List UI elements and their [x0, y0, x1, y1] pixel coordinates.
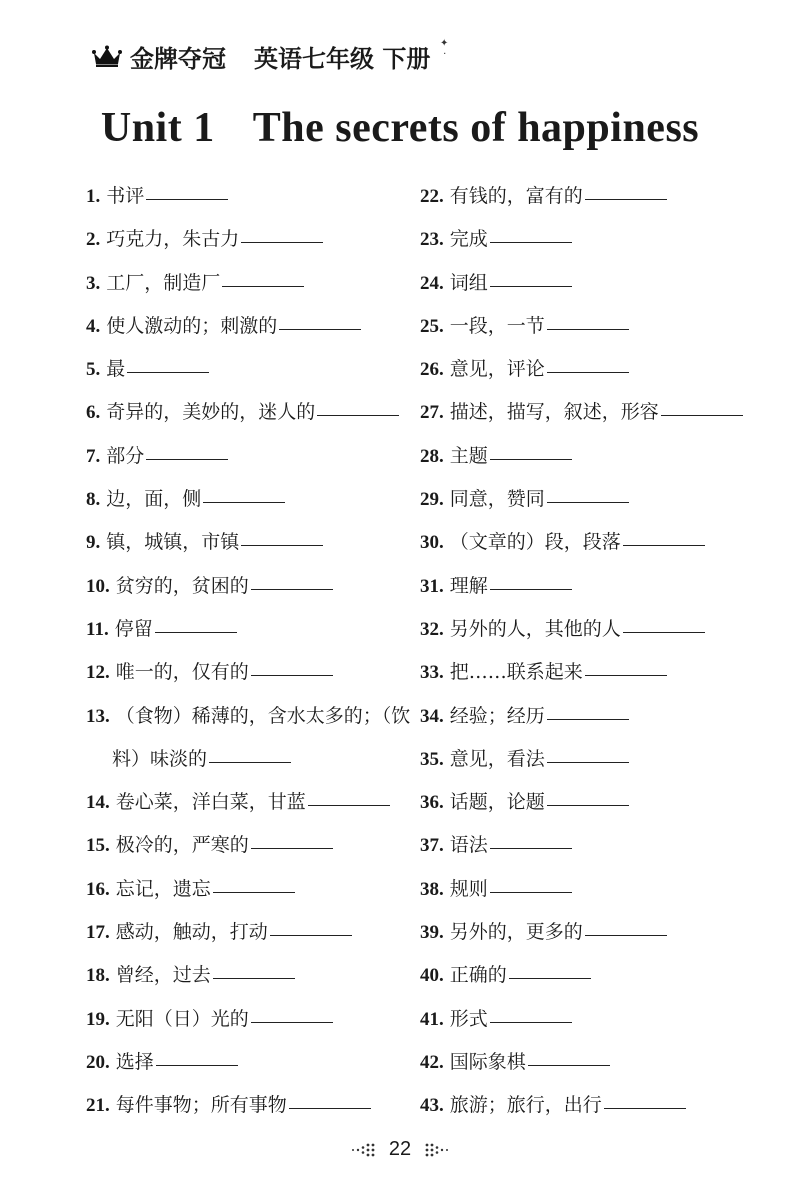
vocab-item	[86, 1084, 416, 1127]
vocab-item	[420, 478, 750, 521]
answer-blank[interactable]	[490, 891, 572, 893]
answer-blank[interactable]	[241, 544, 323, 546]
vocab-item	[420, 651, 750, 694]
item-number: 2.	[86, 229, 101, 251]
item-text: 唯一的，仅有的	[115, 661, 249, 684]
answer-blank[interactable]	[203, 501, 285, 503]
item-text: 完成	[449, 228, 488, 251]
vocab-item	[420, 998, 750, 1041]
dots-decoration-icon	[347, 1142, 377, 1158]
answer-blank[interactable]	[490, 285, 572, 287]
vocab-item	[420, 695, 750, 738]
item-number: 31.	[420, 575, 444, 597]
unit-title	[0, 104, 800, 152]
answer-blank[interactable]	[547, 804, 629, 806]
answer-blank[interactable]	[547, 501, 629, 503]
item-text: 贫穷的，贫困的	[115, 574, 249, 597]
item-number: 34.	[420, 705, 444, 727]
vocab-item	[420, 218, 750, 261]
item-number: 22.	[420, 186, 444, 207]
vocab-item	[420, 262, 750, 305]
answer-blank[interactable]	[270, 934, 352, 936]
item-text: 忘记，遗忘	[115, 877, 211, 900]
item-text: 主题	[449, 444, 488, 467]
crown-icon	[92, 45, 122, 67]
vocab-item	[86, 348, 416, 391]
vocab-item	[86, 1041, 416, 1084]
vocab-item	[420, 348, 750, 391]
answer-blank[interactable]	[623, 631, 705, 633]
item-number: 6.	[86, 402, 101, 424]
answer-blank[interactable]	[146, 458, 228, 460]
item-text: 曾经，过去	[115, 964, 211, 987]
item-text: 另外的人，其他的人	[449, 617, 621, 640]
vocab-item	[420, 738, 750, 781]
item-number: 14.	[86, 792, 110, 814]
answer-blank[interactable]	[585, 934, 667, 936]
answer-blank[interactable]	[509, 977, 591, 979]
item-number: 32.	[420, 618, 444, 640]
item-number: 37.	[420, 835, 444, 857]
item-number: 4.	[86, 315, 101, 337]
vocab-item	[86, 781, 416, 824]
vocab-item	[86, 435, 416, 478]
item-text: 词组	[449, 271, 488, 294]
item-text: 形式	[449, 1007, 488, 1030]
vocab-item	[420, 954, 750, 997]
item-number: 13.	[86, 705, 110, 727]
item-text: 镇，城镇，市镇	[106, 531, 240, 554]
item-text: 国际象棋	[449, 1050, 526, 1073]
vocab-item	[420, 175, 750, 218]
item-text: 巧克力，朱古力	[106, 228, 240, 251]
vocab-item	[86, 305, 416, 348]
vocab-item	[420, 435, 750, 478]
item-text: 卷心菜，洋白菜，甘蓝	[115, 791, 306, 814]
subject-label: 英语七年级 下册	[254, 44, 431, 73]
item-text: 另外的，更多的	[449, 921, 583, 944]
vocab-item	[420, 1084, 750, 1127]
item-number: 30.	[420, 532, 444, 554]
vocab-item	[86, 911, 416, 954]
vocab-item	[86, 391, 416, 434]
item-number: 3.	[86, 272, 101, 294]
answer-blank[interactable]	[213, 891, 295, 893]
vocab-item	[86, 175, 416, 218]
page-header	[92, 36, 430, 76]
vocab-item	[420, 1041, 750, 1084]
answer-blank[interactable]	[490, 1021, 572, 1023]
vocab-item	[420, 565, 750, 608]
item-text: 语法	[449, 834, 488, 857]
vocab-item	[86, 824, 416, 867]
item-number: 25.	[420, 315, 444, 337]
answer-blank[interactable]	[308, 804, 390, 806]
item-number: 17.	[86, 922, 110, 944]
item-text: 每件事物；所有事物	[115, 1094, 287, 1117]
item-text: 使人激动的；刺激的	[106, 314, 278, 337]
answer-blank[interactable]	[209, 761, 291, 763]
brand-name: 金牌夺冠	[130, 44, 226, 73]
item-text: 工厂，制造厂	[106, 271, 221, 294]
left-column	[86, 175, 416, 1128]
vocab-item-continued	[86, 738, 416, 781]
item-text: （食物）稀薄的，含水太多的；（饮	[115, 704, 411, 727]
answer-blank[interactable]	[213, 977, 295, 979]
item-text: 同意，赞同	[449, 488, 545, 511]
item-number: 23.	[420, 229, 444, 251]
answer-blank[interactable]	[585, 198, 667, 200]
item-number: 36.	[420, 792, 444, 814]
vocab-item	[86, 262, 416, 305]
answer-blank[interactable]	[604, 1107, 686, 1109]
answer-blank[interactable]	[547, 328, 629, 330]
unit-name: The secrets of happiness	[252, 105, 700, 151]
answer-blank[interactable]	[490, 847, 572, 849]
answer-blank[interactable]	[251, 1021, 333, 1023]
answer-blank[interactable]	[127, 371, 209, 373]
answer-blank[interactable]	[490, 241, 572, 243]
vocab-item	[420, 868, 750, 911]
item-number: 5.	[86, 359, 101, 381]
answer-blank[interactable]	[490, 458, 572, 460]
answer-blank[interactable]	[585, 674, 667, 676]
vocab-item	[86, 695, 416, 738]
item-text: 意见，评论	[449, 358, 545, 381]
answer-blank[interactable]	[547, 371, 629, 373]
item-number: 1.	[86, 186, 101, 207]
answer-blank[interactable]	[279, 328, 361, 330]
item-number: 40.	[420, 965, 444, 987]
answer-blank[interactable]	[155, 631, 237, 633]
answer-blank[interactable]	[547, 761, 629, 763]
item-number: 18.	[86, 965, 110, 987]
item-number: 11.	[86, 618, 109, 640]
item-text: 部分	[106, 444, 145, 467]
item-text: 感动，触动，打动	[115, 921, 268, 944]
page-number: 22	[388, 1138, 412, 1160]
sparkle-icon: ✦ ·	[440, 38, 449, 60]
item-text: 理解	[449, 574, 488, 597]
item-number: 15.	[86, 835, 110, 857]
vocab-item	[86, 868, 416, 911]
item-number: 38.	[420, 878, 444, 900]
item-number: 19.	[86, 1008, 110, 1030]
item-text-continued: 料）味淡的	[112, 747, 208, 770]
item-text: 停留	[114, 617, 153, 640]
item-text: 选择	[115, 1050, 154, 1073]
item-number: 43.	[420, 1095, 444, 1117]
item-text: 经验；经历	[449, 704, 545, 727]
item-number: 9.	[86, 532, 101, 554]
item-number: 28.	[420, 445, 444, 467]
item-number: 7.	[86, 445, 101, 467]
vocab-item	[420, 305, 750, 348]
item-number: 27.	[420, 402, 444, 424]
item-text: 正确的	[449, 964, 507, 987]
answer-blank[interactable]	[623, 544, 705, 546]
item-number: 41.	[420, 1008, 444, 1030]
item-text: 极冷的，严寒的	[115, 834, 249, 857]
item-text: 无阳（日）光的	[115, 1007, 249, 1030]
item-number: 12.	[86, 662, 110, 684]
item-number: 26.	[420, 359, 444, 381]
answer-blank[interactable]	[251, 674, 333, 676]
item-text: 一段，一节	[449, 314, 545, 337]
item-text: （文章的）段，段落	[449, 531, 621, 554]
item-text: 话题，论题	[449, 791, 545, 814]
right-column	[420, 175, 750, 1128]
answer-blank[interactable]	[222, 285, 304, 287]
item-number: 39.	[420, 922, 444, 944]
item-text: 描述，描写，叙述，形容	[449, 401, 659, 424]
unit-number: Unit 1	[100, 105, 215, 151]
item-number: 35.	[420, 748, 444, 770]
dots-decoration-icon	[423, 1142, 453, 1158]
answer-blank[interactable]	[317, 414, 399, 416]
item-number: 21.	[86, 1095, 110, 1117]
vocab-item	[86, 651, 416, 694]
item-text: 最	[106, 358, 126, 381]
vocab-item	[86, 218, 416, 261]
answer-blank[interactable]	[490, 588, 572, 590]
vocab-item	[420, 911, 750, 954]
item-number: 33.	[420, 662, 444, 684]
vocab-item	[420, 824, 750, 867]
answer-blank[interactable]	[661, 414, 743, 416]
item-text: 边，面，侧	[106, 488, 202, 511]
vocab-item	[86, 608, 416, 651]
vocab-item	[86, 998, 416, 1041]
item-text: 旅游；旅行，出行	[449, 1094, 602, 1117]
item-number: 8.	[86, 489, 101, 511]
vocab-item	[86, 478, 416, 521]
item-text: 规则	[449, 877, 488, 900]
item-text: 把……联系起来	[449, 661, 583, 684]
item-number: 20.	[86, 1051, 110, 1073]
vocab-item	[420, 608, 750, 651]
vocab-item	[420, 391, 750, 434]
item-text: 奇异的，美妙的，迷人的	[106, 401, 316, 424]
answer-blank[interactable]	[289, 1107, 371, 1109]
item-number: 16.	[86, 878, 110, 900]
item-number: 29.	[420, 489, 444, 511]
answer-blank[interactable]	[528, 1064, 610, 1066]
vocab-item	[420, 781, 750, 824]
item-text: 有钱的，富有的	[449, 185, 583, 207]
page-footer	[0, 1138, 800, 1161]
item-number: 42.	[420, 1051, 444, 1073]
item-number: 24.	[420, 272, 444, 294]
vocab-item	[420, 521, 750, 564]
answer-blank[interactable]	[146, 198, 228, 200]
answer-blank[interactable]	[251, 588, 333, 590]
answer-blank[interactable]	[241, 241, 323, 243]
answer-blank[interactable]	[251, 847, 333, 849]
answer-blank[interactable]	[156, 1064, 238, 1066]
answer-blank[interactable]	[547, 718, 629, 720]
item-number: 10.	[86, 575, 110, 597]
item-text: 书评	[106, 185, 145, 207]
item-text: 意见，看法	[449, 747, 545, 770]
vocab-item	[86, 565, 416, 608]
vocab-item	[86, 521, 416, 564]
vocab-item	[86, 954, 416, 997]
